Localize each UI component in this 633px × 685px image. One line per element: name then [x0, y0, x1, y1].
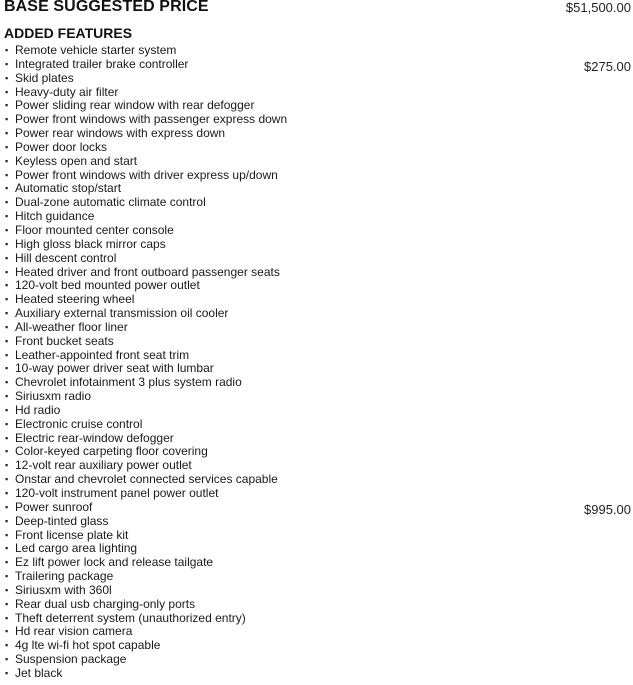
feature-price: $995.00	[584, 501, 631, 517]
feature-label: 120-volt bed mounted power outlet	[15, 278, 200, 293]
feature-item	[5, 403, 631, 417]
feature-label: 120-volt instrument panel power outlet	[15, 486, 219, 500]
feature-item	[5, 98, 631, 112]
feature-item	[5, 458, 631, 472]
bullet-icon: ▪	[5, 321, 9, 332]
bullet-icon: ▪	[5, 626, 9, 637]
bullet-icon: ▪	[5, 266, 9, 277]
bullet-icon: ▪	[5, 501, 9, 512]
bullet-icon: ▪	[5, 169, 9, 180]
feature-label: Automatic stop/start	[15, 181, 122, 196]
bullet-icon: ▪	[5, 58, 9, 69]
base-price-row	[4, 0, 631, 18]
bullet-icon: ▪	[5, 529, 9, 540]
bullet-icon: ▪	[5, 100, 9, 111]
feature-label: Deep-tinted glass	[15, 513, 109, 528]
feature-item	[5, 638, 631, 652]
feature-label: Chevrolet infotainment 3 plus system radio	[15, 375, 242, 390]
bullet-icon: ▪	[5, 252, 9, 263]
feature-item	[5, 140, 631, 154]
bullet-icon: ▪	[5, 238, 9, 249]
feature-label: Power door locks	[15, 139, 108, 154]
feature-item	[5, 361, 631, 375]
bullet-icon: ▪	[5, 474, 9, 485]
feature-item	[5, 292, 631, 306]
bullet-icon: ▪	[5, 141, 9, 152]
base-price-value: $51,500.00	[565, 0, 631, 15]
bullet-icon: ▪	[5, 197, 9, 208]
feature-label: Heavy-duty air filter	[15, 84, 119, 99]
feature-item	[5, 569, 631, 583]
feature-label: Jet black	[15, 665, 63, 680]
feature-label: 12-volt rear auxiliary power outlet	[15, 458, 192, 473]
bullet-icon: ▪	[5, 155, 9, 166]
bullet-icon: ▪	[5, 335, 9, 346]
feature-label: Front license plate kit	[15, 527, 129, 542]
bullet-icon: ▪	[5, 515, 9, 526]
feature-item	[5, 181, 631, 195]
bullet-icon: ▪	[5, 280, 9, 291]
bullet-icon: ▪	[5, 404, 9, 415]
feature-label: Dual-zone automatic climate control	[15, 195, 206, 210]
bullet-icon: ▪	[5, 432, 9, 443]
feature-label: Hill descent control	[15, 250, 117, 265]
feature-label: Auxiliary external transmission oil cooler	[15, 306, 229, 321]
feature-item	[5, 306, 631, 320]
bullet-icon: ▪	[5, 72, 9, 83]
feature-label: Remote vehicle starter system	[15, 43, 177, 57]
feature-label: 10-way power driver seat with lumbar	[15, 361, 214, 376]
feature-item	[5, 348, 631, 362]
feature-item	[5, 555, 631, 569]
feature-item	[5, 195, 631, 209]
feature-item	[5, 320, 631, 334]
feature-label: Front bucket seats	[15, 333, 114, 348]
feature-item	[5, 486, 631, 500]
feature-label: Ez lift power lock and release tailgate	[15, 555, 214, 570]
feature-item	[5, 652, 631, 666]
feature-label: Hitch guidance	[15, 209, 95, 224]
bullet-icon: ▪	[5, 363, 9, 374]
feature-label: Electronic cruise control	[15, 416, 143, 431]
feature-item	[5, 43, 631, 57]
feature-item	[5, 126, 631, 140]
feature-label: Suspension package	[15, 652, 127, 667]
feature-label: Siriusxm radio	[15, 389, 92, 404]
bullet-icon: ▪	[5, 488, 9, 498]
feature-label: Hd radio	[15, 402, 61, 417]
feature-item	[5, 417, 631, 431]
bullet-icon: ▪	[5, 224, 9, 235]
bullet-icon: ▪	[5, 640, 9, 651]
bullet-icon: ▪	[5, 598, 9, 609]
feature-label: Siriusxm with 360l	[15, 582, 112, 597]
feature-item	[5, 528, 631, 542]
bullet-icon: ▪	[5, 211, 9, 222]
feature-label: Heated driver and front outboard passenger seats	[15, 264, 280, 279]
bullet-icon: ▪	[5, 584, 9, 595]
feature-item	[5, 597, 631, 611]
feature-label: Power rear windows with express down	[15, 126, 226, 141]
bullet-icon: ▪	[5, 114, 9, 125]
bullet-icon: ▪	[5, 45, 9, 55]
feature-item	[5, 85, 631, 99]
feature-item	[5, 375, 631, 389]
feature-item	[5, 251, 631, 265]
feature-label: High gloss black mirror caps	[15, 236, 166, 251]
features-list	[5, 43, 631, 680]
base-price-heading: BASE SUGGESTED PRICE	[4, 0, 209, 15]
feature-label: Electric rear-window defogger	[15, 430, 174, 445]
feature-item	[5, 541, 631, 555]
feature-item	[5, 499, 631, 517]
feature-item	[5, 472, 631, 486]
feature-item	[5, 431, 631, 445]
bullet-icon: ▪	[5, 86, 9, 97]
feature-label: All-weather floor liner	[15, 319, 128, 334]
bullet-icon: ▪	[5, 294, 9, 305]
feature-item	[5, 611, 631, 625]
feature-label: Theft deterrent system (unauthorized entry)	[15, 610, 246, 625]
feature-label: Trailering package	[15, 569, 114, 584]
feature-item	[5, 71, 631, 85]
bullet-icon: ▪	[5, 183, 9, 194]
feature-label: Rear dual usb charging-only ports	[15, 596, 196, 611]
feature-label: Power sliding rear window with rear defogger	[15, 98, 255, 113]
feature-label: Floor mounted center console	[15, 222, 174, 237]
bullet-icon: ▪	[5, 543, 9, 554]
added-features-heading: ADDED FEATURES	[4, 25, 133, 41]
feature-item	[5, 112, 631, 126]
feature-label: Power sunroof	[15, 499, 93, 514]
feature-label: Onstar and chevrolet connected services capable	[15, 472, 278, 487]
bullet-icon: ▪	[5, 349, 9, 360]
feature-item	[5, 514, 631, 528]
feature-label: 4g lte wi-fi hot spot capable	[15, 638, 161, 653]
feature-item	[5, 265, 631, 279]
bullet-icon: ▪	[5, 460, 9, 471]
bullet-icon: ▪	[5, 391, 9, 402]
bullet-icon: ▪	[5, 128, 9, 139]
feature-item	[5, 278, 631, 292]
bullet-icon: ▪	[5, 446, 9, 457]
feature-item	[5, 168, 631, 182]
feature-price: $275.00	[584, 58, 631, 74]
feature-label: Hd rear vision camera	[15, 624, 133, 639]
feature-item	[5, 237, 631, 251]
feature-item	[5, 583, 631, 597]
bullet-icon: ▪	[5, 557, 9, 568]
feature-item	[5, 154, 631, 168]
bullet-icon: ▪	[5, 612, 9, 623]
feature-item	[5, 334, 631, 348]
bullet-icon: ▪	[5, 667, 9, 678]
feature-item	[5, 624, 631, 638]
feature-item	[5, 56, 631, 74]
feature-item	[5, 223, 631, 237]
bullet-icon: ▪	[5, 654, 9, 665]
feature-item	[5, 209, 631, 223]
bullet-icon: ▪	[5, 418, 9, 429]
bullet-icon: ▪	[5, 377, 9, 388]
feature-item	[5, 389, 631, 403]
feature-label: Power front windows with driver express up/down	[15, 167, 278, 182]
feature-item	[5, 444, 631, 458]
bullet-icon: ▪	[5, 308, 9, 319]
feature-label: Skid plates	[15, 70, 74, 85]
feature-label: Color-keyed carpeting floor covering	[15, 444, 208, 459]
feature-label: Power front windows with passenger express down	[15, 112, 288, 127]
feature-label: Integrated trailer brake controller	[15, 56, 189, 71]
feature-label: Keyless open and start	[15, 153, 138, 168]
feature-label: Leather-appointed front seat trim	[15, 347, 190, 362]
bullet-icon: ▪	[5, 571, 9, 582]
feature-label: Led cargo area lighting	[15, 541, 138, 556]
feature-item	[5, 666, 631, 680]
feature-label: Heated steering wheel	[15, 292, 135, 307]
